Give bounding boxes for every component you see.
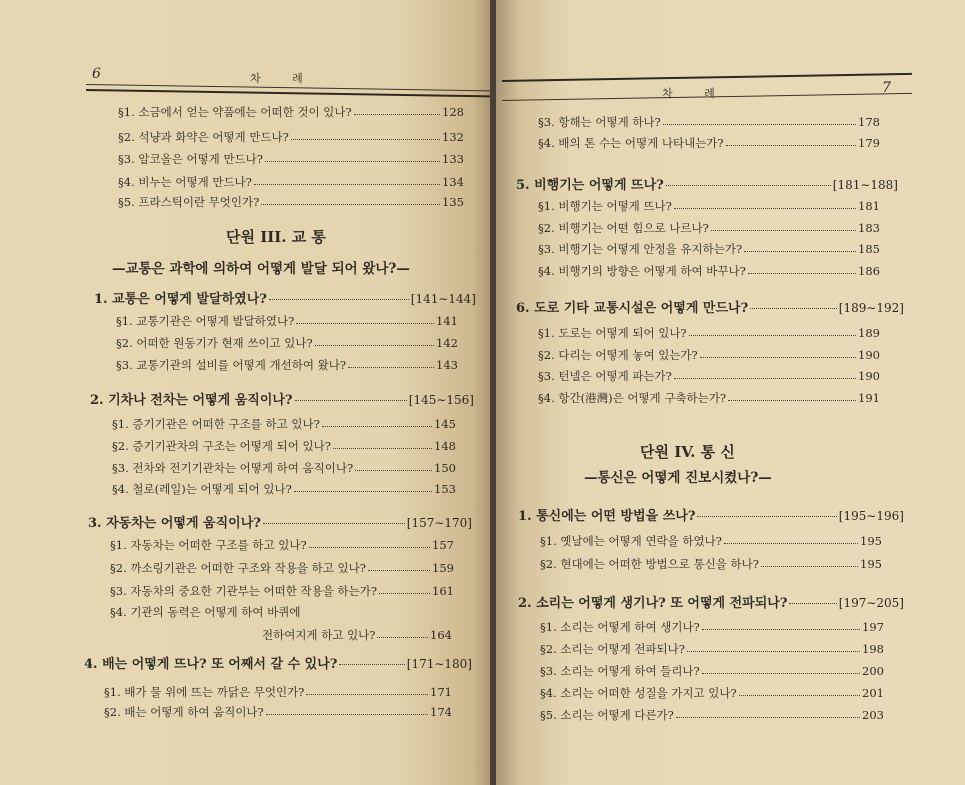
entry-page: 148: [434, 439, 456, 453]
leader-dots: [728, 400, 856, 401]
entry-page: 200: [862, 664, 884, 678]
toc-entry[interactable]: [104, 684, 452, 700]
entry-label: §3. 자동차의 중요한 기관부는 어떠한 작용을 하는가?: [110, 584, 377, 598]
toc-entry[interactable]: [110, 560, 454, 576]
entry-page: 178: [858, 115, 880, 129]
entry-page: 128: [442, 105, 464, 119]
toc-entry[interactable]: [104, 704, 452, 720]
toc-question[interactable]: [94, 288, 476, 307]
entry-label: §1. 소리는 어떻게 하여 생기나?: [540, 620, 700, 634]
leader-dots: [748, 273, 856, 274]
entry-page: 190: [858, 369, 880, 383]
header-rule-thick: [502, 73, 912, 82]
leader-dots: [296, 323, 434, 324]
toc-entry[interactable]: [538, 241, 880, 257]
entry-label: §3. 교통기관의 설비를 어떻게 개선하여 왔나?: [116, 358, 347, 372]
entry-label: 전하여지게 하고 있나?: [262, 628, 376, 642]
toc-entry[interactable]: [110, 537, 454, 553]
leader-dots: [339, 664, 404, 665]
entry-label: §1. 교통기관은 어떻게 발달하였나?: [116, 314, 295, 328]
leader-dots: [379, 593, 430, 594]
entry-label: §2. 비행기는 어떤 힘으로 나르나?: [538, 221, 709, 235]
leader-dots: [355, 470, 432, 471]
entry-label: §2. 현대에는 어떠한 방법으로 통신을 하나?: [540, 557, 759, 571]
entry-page: 189: [858, 326, 880, 340]
entry-label: §3. 알코올은 어떻게 만드나?: [118, 152, 263, 166]
toc-entry[interactable]: [116, 357, 458, 373]
page-range: [189∼192]: [838, 301, 904, 315]
leader-dots: [322, 426, 432, 427]
leader-dots: [291, 139, 440, 140]
toc-entry[interactable]: [540, 685, 884, 701]
entry-page: 181: [858, 199, 880, 213]
toc-entry[interactable]: [538, 198, 880, 214]
entry-label: §2. 배는 어떻게 하여 움직이나?: [104, 705, 264, 719]
leader-dots: [265, 161, 440, 162]
toc-entry[interactable]: [538, 135, 880, 151]
toc-question[interactable]: [84, 653, 472, 672]
leader-dots: [750, 308, 837, 309]
entry-label: §2. 어떠한 원동기가 현재 쓰이고 있나?: [116, 336, 313, 350]
entry-page: 143: [436, 358, 458, 372]
entry-page: 142: [436, 336, 458, 350]
toc-entry[interactable]: [262, 627, 452, 643]
entry-label: §3. 소리는 어떻게 하여 들리나?: [540, 664, 700, 678]
page-range: [157∼170]: [406, 516, 472, 530]
toc-entry[interactable]: [538, 368, 880, 384]
question-label: 1. 교통은 어떻게 발달하였나?: [94, 292, 267, 307]
entry-label: §4. 비누는 어떻게 만드나?: [118, 175, 252, 189]
leader-dots: [295, 400, 407, 401]
entry-page: 183: [858, 221, 880, 235]
question-label: 4. 배는 어떻게 뜨나? 또 어째서 갈 수 있나?: [84, 657, 338, 672]
leader-dots: [700, 357, 856, 358]
entry-page: 197: [862, 620, 884, 634]
entry-page: 198: [862, 642, 884, 656]
page-range: [195∼196]: [838, 509, 904, 523]
unit-title: 단원 III. 교 통: [226, 228, 326, 246]
leader-dots: [689, 335, 856, 336]
entry-label: §1. 옛날에는 어떻게 연락을 하였나?: [540, 534, 722, 548]
entry-page: 179: [858, 136, 880, 150]
toc-entry[interactable]: [118, 194, 464, 210]
entry-label: §4. 철로(레일)는 어떻게 되어 있나?: [112, 482, 292, 496]
entry-label: §3. 전차와 전기기관차는 어떻게 하여 움직이나?: [112, 461, 354, 475]
toc-entry[interactable]: [538, 114, 880, 130]
entry-page: 132: [442, 130, 464, 144]
toc-entry-label[interactable]: §4. 기관의 동력은 어떻게 하여 바퀴에: [110, 605, 301, 619]
entry-label: §4. 소리는 어떠한 성질을 가지고 있나?: [540, 686, 737, 700]
leader-dots: [315, 345, 434, 346]
question-label: 5. 비행기는 어떻게 뜨나?: [516, 178, 664, 193]
leader-dots: [294, 491, 432, 492]
leader-dots: [674, 208, 856, 209]
question-label: 3. 자동차는 어떻게 움직이나?: [88, 516, 261, 531]
leader-dots: [789, 603, 836, 604]
toc-entry[interactable]: [538, 263, 880, 279]
toc-entry[interactable]: [540, 707, 884, 723]
toc-question[interactable]: [516, 174, 898, 193]
toc-entry[interactable]: [540, 619, 884, 635]
toc-entry[interactable]: [112, 416, 456, 432]
entry-label: §2. 증기기관차의 구조는 어떻게 되어 있나?: [112, 439, 331, 453]
entry-page: 161: [432, 584, 454, 598]
page-range: [145∼156]: [408, 393, 474, 407]
entry-page: 201: [862, 686, 884, 700]
entry-page: 190: [858, 348, 880, 362]
entry-label: §4. 항간(港灣)은 어떻게 구축하는가?: [538, 391, 727, 405]
toc-entry[interactable]: [116, 313, 458, 329]
page-number: 6: [92, 66, 101, 82]
leader-dots: [676, 717, 860, 718]
right-page: [496, 0, 965, 785]
toc-entry[interactable]: [118, 151, 464, 167]
entry-label: §1. 비행기는 어떻게 뜨나?: [538, 199, 672, 213]
leader-dots: [702, 673, 860, 674]
entry-label: §3. 항해는 어떻게 하나?: [538, 115, 661, 129]
question-label: 2. 기차나 전차는 어떻게 움직이나?: [90, 393, 293, 408]
entry-page: 203: [862, 708, 884, 722]
question-label: 1. 통신에는 어떤 방법을 쓰나?: [518, 509, 696, 524]
running-header: 차 례: [662, 87, 729, 100]
leader-dots: [377, 637, 428, 638]
toc-entry[interactable]: [116, 335, 458, 351]
toc-question[interactable]: [516, 297, 904, 316]
entry-page: 135: [442, 195, 464, 209]
leader-dots: [354, 114, 440, 115]
entry-label: §4. 배의 톤 수는 어떻게 나타내는가?: [538, 136, 724, 150]
leader-dots: [368, 570, 430, 571]
question-label: 6. 도로 기타 교통시설은 어떻게 만드나?: [516, 301, 749, 316]
toc-question[interactable]: [88, 512, 472, 531]
leader-dots: [254, 184, 440, 185]
toc-entry[interactable]: [112, 438, 456, 454]
page-number: 7: [882, 80, 891, 96]
toc-entry[interactable]: [112, 481, 456, 497]
entry-page: 141: [436, 314, 458, 328]
entry-label: §1. 배가 물 위에 뜨는 까닭은 무엇인가?: [104, 685, 305, 699]
entry-page: 174: [430, 705, 452, 719]
page-range: [197∼205]: [838, 596, 904, 610]
leader-dots: [739, 695, 860, 696]
unit-subtitle: —교통은 과학에 의하여 어떻게 발달 되어 왔나?—: [112, 261, 410, 277]
entry-page: 195: [860, 557, 882, 571]
entry-page: 157: [432, 538, 454, 552]
leader-dots: [348, 367, 434, 368]
toc-entry[interactable]: [118, 104, 464, 120]
entry-page: 195: [860, 534, 882, 548]
leader-dots: [333, 448, 432, 449]
toc-entry[interactable]: [540, 663, 884, 679]
leader-dots: [711, 230, 856, 231]
entry-label: §1. 자동차는 어떠한 구조를 하고 있나?: [110, 538, 307, 552]
entry-label: §1. 도로는 어떻게 되어 있나?: [538, 326, 687, 340]
entry-label: §2. 다리는 어떻게 놓여 있는가?: [538, 348, 698, 362]
toc-entry[interactable]: [540, 533, 882, 549]
entry-label: §2. 석냥과 화약은 어떻게 만드나?: [118, 130, 289, 144]
leader-dots: [266, 714, 428, 715]
leader-dots: [726, 145, 856, 146]
entry-label: §5. 프라스틱이란 무엇인가?: [118, 195, 260, 209]
entry-page: 145: [434, 417, 456, 431]
entry-label: §5. 소리는 어떻게 다른가?: [540, 708, 674, 722]
entry-label: §2. 까소링기관은 어떠한 구조와 작용을 하고 있나?: [110, 561, 366, 575]
page-range: [171∼180]: [406, 657, 472, 671]
leader-dots: [674, 378, 856, 379]
toc-entry[interactable]: [538, 220, 880, 236]
leader-dots: [697, 516, 836, 517]
entry-page: 186: [858, 264, 880, 278]
unit-title: 단원 IV. 통 신: [640, 443, 735, 461]
leader-dots: [663, 124, 856, 125]
entry-page: 153: [434, 482, 456, 496]
unit-subtitle: —통신은 어떻게 진보시켰나?—: [584, 470, 772, 486]
entry-label: §4. 비행기의 방향은 어떻게 하여 바꾸나?: [538, 264, 746, 278]
entry-label: §1. 증기기관은 어떠한 구조를 하고 있나?: [112, 417, 320, 431]
leader-dots: [269, 299, 409, 300]
question-label: 2. 소리는 어떻게 생기나? 또 어떻게 전파되나?: [518, 596, 788, 611]
leader-dots: [263, 523, 405, 524]
toc-entry[interactable]: [538, 390, 880, 406]
entry-label: §3. 비행기는 어떻게 안정을 유지하는가?: [538, 242, 743, 256]
entry-page: 164: [430, 628, 452, 642]
running-header: 차 례: [250, 72, 317, 85]
entry-page: 150: [434, 461, 456, 475]
entry-page: 191: [858, 391, 880, 405]
toc-question[interactable]: [518, 592, 904, 611]
entry-label: §1. 소금에서 얻는 약품에는 어떠한 것이 있나?: [118, 105, 352, 119]
entry-page: 134: [442, 175, 464, 189]
page-range: [141∼144]: [410, 292, 476, 306]
leader-dots: [702, 629, 860, 630]
leader-dots: [687, 651, 860, 652]
entry-page: 133: [442, 152, 464, 166]
entry-label: §3. 턴넬은 어떻게 파는가?: [538, 369, 672, 383]
leader-dots: [306, 694, 428, 695]
toc-entry[interactable]: [118, 129, 464, 145]
toc-entry[interactable]: [110, 583, 454, 599]
entry-page: 159: [432, 561, 454, 575]
toc-entry[interactable]: [112, 460, 456, 476]
entry-page: 171: [430, 685, 452, 699]
entry-page: 185: [858, 242, 880, 256]
toc-entry[interactable]: [538, 325, 880, 341]
page-range: [181∼188]: [832, 178, 898, 192]
toc-entry[interactable]: [118, 174, 464, 190]
leader-dots: [261, 204, 440, 205]
leader-dots: [309, 547, 430, 548]
leader-dots: [666, 185, 831, 186]
toc-entry[interactable]: [540, 641, 884, 657]
toc-question[interactable]: [518, 505, 904, 524]
leader-dots: [761, 566, 858, 567]
toc-entry[interactable]: [540, 556, 882, 572]
leader-dots: [724, 543, 858, 544]
toc-entry[interactable]: [538, 347, 880, 363]
entry-label: §2. 소리는 어떻게 전파되나?: [540, 642, 685, 656]
leader-dots: [744, 251, 856, 252]
toc-question[interactable]: [90, 389, 474, 408]
